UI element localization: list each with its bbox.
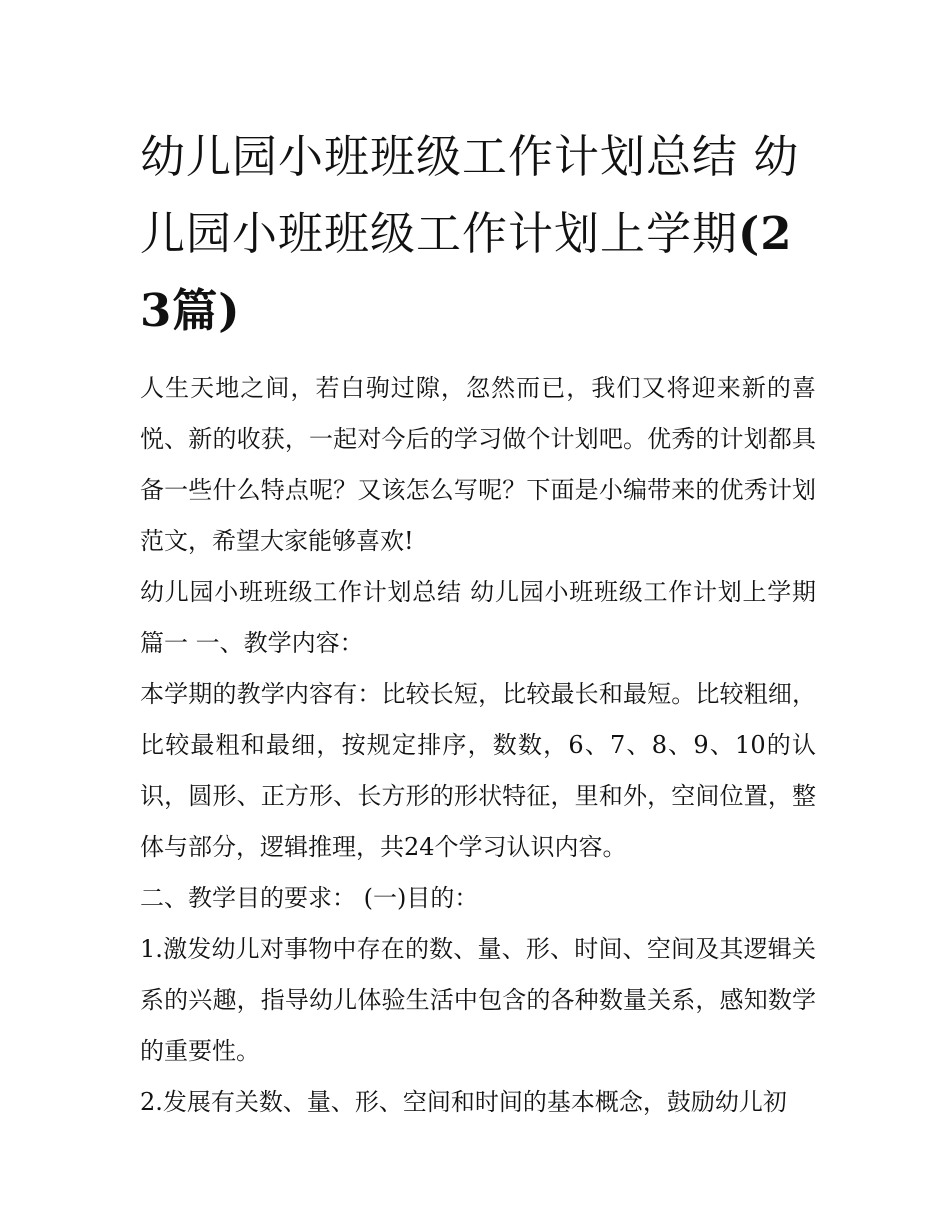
document-title-suffix: (23篇) — [140, 207, 793, 337]
paragraph-intro: 人生天地之间，若白驹过隙，忽然而已，我们又将迎来新的喜悦、新的收获，一起对今后的学习做个计划吧。优秀的计划都具备一些什么特点呢？又该怎么写呢？下面是小编带来的优秀计划范文，希望大家能够喜欢! — [140, 374, 816, 555]
document-title-main: 幼儿园小班班级工作计划总结 幼儿园小班班级工作计划上学期 — [140, 130, 800, 260]
paragraph-section-heading: 幼儿园小班班级工作计划总结 幼儿园小班班级工作计划上学期篇一 一、教学内容： — [140, 578, 816, 657]
document-content — [140, 118, 816, 1128]
paragraph-goal-2: 2.发展有关数、量、形、空间和时间的基本概念，鼓励幼儿初 — [140, 1088, 787, 1116]
document-title — [140, 118, 816, 349]
paragraph-goal-1: 1.激发幼儿对事物中存在的数、量、形、时间、空间及其逻辑关系的兴趣，指导幼儿体验生活中包含的各种数量关系，感知数学的重要性。 — [140, 935, 816, 1065]
paragraph-goals-heading: 二、教学目的要求： (一)目的： — [140, 884, 479, 912]
paragraph-teaching-content: 本学期的教学内容有：比较长短，比较最长和最短。比较粗细，比较最粗和最细，按规定排序，数数，6、7、8、9、10的认识，圆形、正方形、长方形的形状特征，里和外，空间位置，整体与部分，逻辑推理，共24个学习认识内容。 — [140, 680, 816, 861]
